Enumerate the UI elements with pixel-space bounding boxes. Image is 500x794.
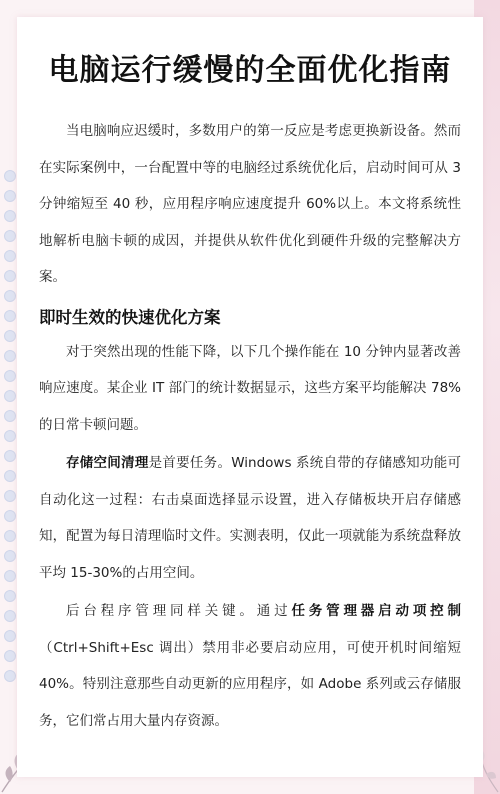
paragraph-3-lead: 后台程序管理同样关键。通过 (66, 603, 292, 619)
article-title: 电脑运行缓慢的全面优化指南 (48, 53, 452, 88)
paragraph-3-text: （Ctrl+Shift+Esc 调出）禁用非必要启动应用，可使开机时间缩短 40%。特别注意那些自动更新的应用程序，如 Adobe 系列或云存储服务，它们常占用大量内存资源。 (39, 639, 461, 729)
intro-paragraph: 当电脑响应迟缓时，多数用户的第一反应是考虑更换新设备。然而在实际案例中，一台配置中等的电脑经过系统优化后，启动时间可从 3 分钟缩短至 40 秒，应用程序响应速度提升 60%以上。本文将系统性地解析电脑卡顿的成因，并提供从软件优化到硬件升级的完整解决方案。 (39, 123, 461, 285)
section-heading: 即时生效的快速优化方案 (39, 307, 221, 327)
bold-phrase-storage-cleanup: 存储空间清理 (66, 455, 149, 471)
bold-phrase-task-manager: 任务管理器启动项控制 (291, 603, 462, 619)
section-paragraph-1: 对于突然出现的性能下降，以下几个操作能在 10 分钟内显著改善响应速度。某企业 IT 部门的统计数据显示，这些方案平均能解决 78%的日常卡顿问题。 (39, 343, 461, 433)
section-paragraph-2 (39, 445, 461, 591)
article-card (17, 17, 483, 777)
section-paragraph-3 (39, 593, 461, 739)
paragraph-2-text: 是首要任务。Windows 系统自带的存储感知功能可自动化这一过程：右击桌面选择显示设置，进入存储板块开启存储感知，配置为每日清理临时文件。实测表明，仅此一项就能为系统盘释放平均 15-30%的占用空间。 (39, 455, 461, 581)
